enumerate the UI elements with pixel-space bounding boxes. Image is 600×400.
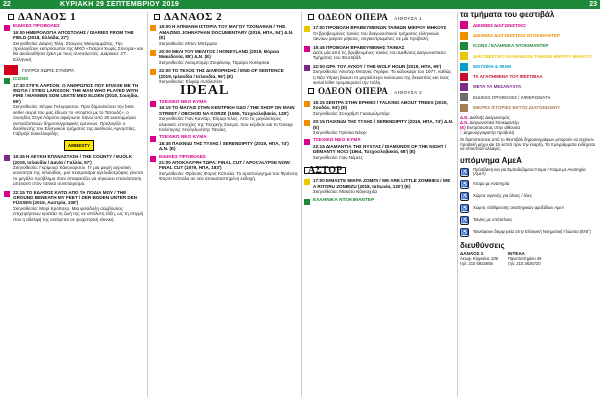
screening-description: Σκηνοθεσία: Δάφνη Τόλη, Σταυρος Μαυρομμάτης. Την προλογίζουν εκπρόσωποι της ΜΚΟ «Γιατροί Χωρίς Σύνορα» και θα ακολουθήσει Q&A με τους συντελεστές. Διάρκεια: 27'. Ελληνική xyxy=(13,40,143,62)
section-color-marker xyxy=(304,101,310,107)
accessibility-icon: ♿ xyxy=(461,229,469,236)
schedule-entry xyxy=(304,64,454,86)
schedule-entry xyxy=(304,25,454,41)
accessibility-label: Χώρος υγιεινής για όλους / όλες xyxy=(473,192,532,198)
screening-title: 17:00 ΠΡΟΒΟΛΗ ΒΡΑΒΕΥΜΕΝΩΝ ΤΑΙΝΙΩΝ ΜΙΚΡΟΥ ΜΗΚΟΥΣ xyxy=(313,25,447,31)
msf-logo xyxy=(4,65,144,75)
column-divider xyxy=(301,12,302,397)
note-text: Εκπρόσωπος στην αίθουσα xyxy=(465,124,521,130)
screening-description: Σκηνοθεσία: Μακότο Νάγκαχιζα xyxy=(313,189,377,195)
screening-title: 20:00 ΜΕΛΙ ΤΟΥ ΜΕΛΙΤΟΣ / HONEYLAND (2019, Βόρεια Μακεδονία, 85') Δ.Ν. (Ε) xyxy=(159,49,280,60)
legend-swatch xyxy=(460,42,468,50)
page-number-left: 22 xyxy=(3,1,11,8)
venue-heading: ΔΑΝΑΟΣ 1 xyxy=(8,14,144,20)
amnesty-logo: AMNESTY xyxy=(64,140,94,151)
legend-swatch xyxy=(460,52,468,60)
screening-title: 17:30 ΣΤΙΓΚ ΛΑΡΣΟΝ: Ο ΑΝΘΡΩΠΟΣ ΠΟΥ ΕΠΑΙΞΕ ΜΕ ΤΗ ΦΩΤΙΑ / STIEG LARSSON: THE MAN WHO PLAYED WITH FIRE / MANNEN SOM LEKTE MED ELDEN (2018, Σουηδία, 99') xyxy=(13,82,139,104)
legend-swatch xyxy=(460,83,468,91)
screening-description: Σκηνοθεσία: Γιαν Καντάρ, Έλμαρ Κλος. Απο τις μεγαλύτερες κλασικές επιτυχίες της Τσεχικής Σινεμά, που κέρδισε και το Όσκαρ Καλύτερης Ξενόγλωσσης Ταινίας. xyxy=(159,116,294,132)
screening-description: Σκηνοθεσία: Γκρίμουρ Χάκοναρσον. Γι' μια μικρή αγροτική κοινότητα της Ισλανδίας, μια πεισματάρα αγελαδοτρόφος γίνεται το μεγάλο πρόβλημα όταν αποφασίζει να σηκώσει επανάσταση απέναντι στον τοπικό συνεταιρισμό. xyxy=(13,164,143,187)
schedule-list xyxy=(150,100,298,182)
msf-logo-text: ΓΙΑΤΡΟΙ ΧΩΡΙΣ ΣΥΝΟΡΑ xyxy=(22,67,75,73)
legend-swatch xyxy=(460,73,468,81)
screening-description: Σκηνοθεσία: Σουχαΐμπ Γκασμελμπάρι xyxy=(313,110,390,116)
accessibility-title: υπόμνημα ΑμεΑ xyxy=(460,156,522,166)
legend-label: ΜΕΤΑ ΤΑ ΜΕΣΑΝΥΧΤΑ xyxy=(473,84,522,90)
screening-title: 22:00 ΤΟ ΤΕΛΟΣ ΤΗΣ ΔΙΑΦΟΡΗΣΗΣ / END OF SENTENCE (2019, Ιρλανδία / Ισλανδία, 96') (Ε) xyxy=(159,68,284,79)
accessibility-label: Ταινιόφουν διερμηνεία στην Ελληνική Νοηματική Γλώσσα (ΕΝΓ) xyxy=(473,228,591,234)
legend-item xyxy=(460,93,596,101)
column-legend xyxy=(460,12,596,267)
address-phone: τηλ: 210 6922655 xyxy=(460,260,493,266)
accessibility-item xyxy=(460,192,596,201)
schedule-list xyxy=(304,100,454,160)
schedule-entry xyxy=(150,100,298,132)
section-color-marker xyxy=(4,155,10,161)
astor-logo: ΑΣΤΟΡ xyxy=(304,167,346,174)
accessibility-item xyxy=(460,180,596,189)
section-color-marker xyxy=(304,179,310,185)
legend-item xyxy=(460,32,596,40)
ideal-logo: IDEAL xyxy=(180,83,230,99)
schedule-entry xyxy=(150,49,298,65)
screening-description: Σκηνοθεσία: Αλιστερ Μπανκς Γκρίφιν. Το καλοκαίρι του 1977, καθώς η Νέα Υόρκη βιώνει το μεγαλύτερο καύσωνα της δεκαετίας και ένας serial killer τρομοκρατεί την πόλη. xyxy=(313,69,452,86)
note-text: Δημιουργοφοιτητ προβολή xyxy=(462,129,515,135)
legend-label: ΜΟΥΣΙΚΗ & ΦΙΛΜ xyxy=(473,63,512,69)
address-block xyxy=(460,252,498,266)
schedule-entry xyxy=(150,68,298,84)
column-danaos-1 xyxy=(4,12,144,225)
note-symbol: (Ε) xyxy=(460,124,466,130)
screening-description: Σκηνοθεσία: Πρίσκα Νέκρι xyxy=(313,129,367,135)
screening-title: 22:00 ΩΡΑ ΤΟΥ ΛΥΚΟΥ / THE WOLF HOUR (2019, ΗΠΑ, 99') xyxy=(313,63,442,69)
schedule-list xyxy=(304,25,454,85)
schedule-entry xyxy=(304,178,454,194)
screening-title: 22:15 ΤΟ ΕΔΑΦΟΣ ΚΑΤΩ ΑΠΟ ΤΑ ΠΟΔΙΑ ΜΟΥ / THE GROUND BENEATH MY FEET / DER BODEN UNTER DEN FÜSSEN (2019, Αυστρία, 108') xyxy=(13,189,138,206)
legend-swatch xyxy=(460,104,468,112)
screening-title: 20:15 ΠΑΙΧΝΙΔΙ ΤΗΣ ΤΥΧΗΣ / SERENDIPITY (2019, ΗΠΑ, 74') Δ.Ν. (Ε) xyxy=(313,119,454,130)
legend-label: ΔΙΑΓΩΝΙΣΤΙΚΟ ΕΛΛΗΝΙΚΩΝ ΤΑΙΝΙΩΝ ΜΙΚΡΟΥ ΜΗΚΟΥΣ xyxy=(473,53,592,59)
screening-title: 21:00 ΑΠΟΚΑΛΥΨΗ ΤΩΡΑ: FINAL CUT / APOCALYPSE NOW: FINAL CUT (1979, ΗΠΑ, 183') xyxy=(159,159,291,171)
column-divider xyxy=(147,12,148,397)
column-odeon-opera xyxy=(304,12,454,206)
note-item xyxy=(460,130,596,135)
schedule-entry xyxy=(304,119,454,135)
note-text: Διαγωνιστικό Ντοκιμαντέρ xyxy=(468,119,519,125)
column-divider xyxy=(457,12,458,397)
note-symbol: □ xyxy=(460,129,463,135)
section-color-marker xyxy=(304,199,310,205)
square-icon xyxy=(308,14,314,20)
legend-label: ΔΙΕΘΝΕΣ ΔΙΑΓΩΝΙΣΤΙΚΟ ΝΤΟΚΙΜΑΝΤΕΡ xyxy=(473,33,560,38)
screening-description: Σκηνοθεσία: Χένρικ Γκέοργκσον. Πριν δημοσιεύσει την best seller σειρά του μας έδωσε το «Κορίτσι με το Τατουάζ», ο σουηδός Στιγκ Λάρσον αφιέρωσε πάνω από 30 εκατομμύρια αντιναζιστικών δημοσιογραφικές ερευνών. Προλογίζει ο διευθυντής του Ελληνικού τμήματος της Διεθνούς Αμνηστίας, Γαβριήλ Σακελλαρίδης xyxy=(13,104,136,137)
section-color-marker xyxy=(150,69,156,75)
accessibility-label: Χώρος στάθμευσης αναπηρικών αμαξιδίων ΑμεΑ xyxy=(473,204,565,210)
legend-label: ΔΙΕΘΝΕΣ ΔΙΑΓΩΝΙΣΤΙΚΟ xyxy=(473,22,526,28)
address-block xyxy=(508,252,542,266)
legend-item xyxy=(460,42,596,50)
accessibility-label: Άτομα με Αναπηρία xyxy=(473,180,510,186)
accessibility-icon: ♿ xyxy=(461,205,469,212)
section-color-marker xyxy=(304,120,310,126)
legend-item xyxy=(460,73,596,81)
section-color-marker xyxy=(150,156,156,162)
square-icon xyxy=(8,14,14,20)
venue-heading: ΟΔΕΟΝ ΟΠΕΡΑ ΑΙΘΟΥΣΑ 2 xyxy=(308,88,454,95)
square-icon xyxy=(308,88,314,94)
accessibility-list xyxy=(460,168,596,237)
screening-description: Σκηνοθεσία: Μπεν Μπέρμαν xyxy=(159,40,218,46)
schedule-entry xyxy=(150,135,298,151)
schedule-list xyxy=(150,24,298,84)
address-phone: τηλ: 210 3626720 xyxy=(507,260,541,266)
section-label: ΤΣΕΧΙΚΟ ΝΕΟ ΚΥΜΑ xyxy=(159,135,207,141)
legend-label: ΜΙΚΡΕΣ ΙΣΤΟΡΙΕΣ ΕΚΤΟΣ ΔΙΑΓΩΝΙΣΜΟΥ xyxy=(473,105,561,111)
screening-title: 19:45 ΠΡΟΒΟΛΗ ΒΡΑΒΕΥΜΕΝΗΣ ΤΑΙΝΙΑΣ xyxy=(313,44,405,50)
screening-title: 18:00 Η ΑΠΙΘΑΝΗ ΙΣΤΟΡΙΑ ΤΟΥ ΜΑΓΟΥ ΤΖΟΝΑΘΑΝ / THE AMAZING JOHNATHAN DOCUMENTARY (2019, ΗΠΑ, 94') Δ.Ν. (Ε) xyxy=(159,24,294,41)
section-color-marker xyxy=(150,25,156,31)
screening-title: 18:15 ΣΕΝΤΡΑ ΣΤΗΝ ΕΡΗΜΟ / TALKING ABOUT TREES (2019, Σουδάν, 94') (Ε) xyxy=(313,99,448,111)
screening-description: Σκηνοθεσία: Λιουμπομίρ Στεφάνοφ, Ταμάρα Κοτέφσκα xyxy=(159,59,270,65)
legend-title: τα τμήματα του φεστιβάλ xyxy=(460,10,555,19)
column-danaos-2 xyxy=(150,12,298,185)
notes-list xyxy=(460,115,596,135)
screening-title: 22:15 ΔΙΑΜΑΝΤΙΑ ΤΗΣ ΝΥΧΤΑΣ / DIAMONDS OF THE NIGHT / DÉMANTY NOCI (1964, Τσεχοσλοβακία, 68') (Ε) xyxy=(313,143,447,155)
legend-item xyxy=(460,21,596,29)
accessibility-icon: ♿ xyxy=(461,181,469,188)
section-label: ΕΛΛΗΝΙΚΑ ΝΤΟΚΙΜΑΝΤΕΡ xyxy=(313,197,375,203)
schedule-list xyxy=(4,24,144,222)
screening-title: 16:00 ΗΜΕΡΟΛΟΓΙΑ ΑΠΟΣΤΟΛΗΣ / DIARIES FROM THE FIELD (2018, Ελλάδα, 27') xyxy=(13,29,134,41)
schedule-entry xyxy=(304,45,454,61)
legend-label: ΕΙΔΙΚΕΣ ΠΡΟΒΟΛΕΣ / ΑΦΙΕΡΩΜΑΤΑ xyxy=(473,94,551,100)
schedule-entry xyxy=(4,24,144,62)
screening-description: Σκηνοθεσία: Φράνσις Φορντ Κόπολα. Το αριστούργημα του Φράνσις Φορντ Κόπολα σε νέα αποκαταστημένη εκδοχή. xyxy=(159,170,298,182)
venue-heading: ΟΔΕΟΝ ΟΠΕΡΑ ΑΙΘΟΥΣΑ 1 xyxy=(308,14,454,21)
note-symbol: Δ.Ν. xyxy=(460,119,469,125)
legend-swatch xyxy=(460,21,468,29)
legend-list xyxy=(460,21,596,111)
note-symbol: Δ.Ν. xyxy=(460,114,469,120)
notice-text: Οι διαπιστεύσεις από το Φεστιβάλ δημοσιογράφων μπορούν να ισχύουν προβολή μέχρι και 15 λεπτά πριν την έναρξη. Τα προγράμματα ενδέχεται να υποστούν αλλαγές. xyxy=(460,136,595,152)
section-label: ΕΙΔΙΚΕΣ ΠΡΟΒΟΛΕΣ xyxy=(159,154,206,160)
section-label: ΤΣΕΧΙΚΟ ΝΕΟ ΚΥΜΑ xyxy=(313,138,361,144)
accessibility-icon: ♿ xyxy=(461,217,469,224)
section-color-marker xyxy=(304,65,310,71)
msf-icon xyxy=(4,65,18,75)
schedule-list xyxy=(304,178,454,203)
schedule-entry xyxy=(4,190,144,222)
screening-description: Σκηνοθεσία: Γιαν Νέμετς xyxy=(313,154,363,160)
legend-item xyxy=(460,63,596,71)
address-name: ΙΝΤΕΑΛ xyxy=(507,251,525,257)
accessibility-item xyxy=(460,204,596,213)
legend-swatch xyxy=(460,63,468,71)
accessibility-icon: ♿ xyxy=(461,169,469,176)
screening-title: 16:15 ΤΟ ΜΑΓΑΖΙ ΣΤΗΝ ΚΕΝΤΡΙΚΗ ΟΔΟ / THE SHOP ON MAIN STREET / OBCHOD NA KORZE (1965, Τσεχοσλοβακία, 128') xyxy=(159,105,295,116)
screening-title: 17:00 ΕΙΜΑΣΤΕ ΜΙΚΡΑ ΖΟΜΠΙ / WE ARE LITTLE ZOMBIES / WE A RITORU ZONBIZU (2018, Ιαπωνία, 120') (E) xyxy=(313,178,451,189)
schedule-entry xyxy=(150,155,298,182)
address-name: ΔΑΝΑΟΣ 1 xyxy=(460,251,484,257)
accessibility-item xyxy=(460,216,596,225)
note-text: Διεθνής Διαγωνισμός xyxy=(468,114,510,120)
schedule-entry xyxy=(304,198,454,203)
section-label: ICONS xyxy=(13,77,29,83)
legend-item xyxy=(460,83,596,91)
section-color-marker xyxy=(4,78,10,84)
accessibility-label: Ταινίες με υπότιτλους xyxy=(473,216,513,222)
section-label: ΕΙΔΙΚΕΣ ΠΡΟΒΟΛΕΣ xyxy=(13,24,60,30)
addresses-title: διευθύνσεις xyxy=(460,240,505,250)
screening-title: 19:45 Η ΛΕΥΚΗ ΕΠΑΝΑΣΤΑΣΗ / THE COUNTY / MJÓLK (2019, Ισλανδία / Δανία / Γαλλία, 97') xyxy=(13,154,133,165)
legend-swatch xyxy=(460,93,468,101)
section-color-marker xyxy=(150,136,156,142)
address-line: Λεωφ. Κηφισίας 109 xyxy=(460,255,498,261)
address-line: Πανεπιστημίου 46 xyxy=(507,255,542,261)
legend-label: ICONS / ΕΛΛΗΝΙΚΑ ΝΤΟΚΙΜΑΝΤΕΡ xyxy=(473,43,549,49)
top-bar xyxy=(0,0,600,9)
addresses-list xyxy=(460,252,596,266)
section-color-marker xyxy=(4,191,10,197)
schedule-entry xyxy=(4,77,144,136)
venue-heading: ΔΑΝΑΟΣ 2 xyxy=(154,14,298,20)
date-heading: ΚΥΡΙΑΚΗ 29 ΣΕΠΤΕΜΒΡΙΟΥ 2019 xyxy=(60,1,180,8)
section-color-marker xyxy=(150,50,156,56)
legend-item xyxy=(460,104,596,112)
screening-description: Οι βραβευμένες ταινίες του διαγωνιστικού τμήματος ελληνικών ταινιών μικρού μήκους, συγκεντρωμένες σε μία προβολή. xyxy=(313,30,440,42)
schedule-entry xyxy=(150,24,298,46)
legend-label: ΤΑ ΑΓΑΠΗΜΕΝΑ ΤΟΥ ΦΕΣΤΙΒΑΛ xyxy=(473,74,543,80)
accessibility-item xyxy=(460,228,596,237)
screening-description: Σκηνοθεσία: Έλφαρ Αντάλστεϊν xyxy=(159,79,223,85)
section-color-marker xyxy=(4,25,10,31)
accessibility-label: Πρόσβαση και για Εμποδιζόμενα Άτομα / Άτομα με Αναπηρία (ΑμεΑ) xyxy=(473,166,586,177)
section-color-marker xyxy=(304,139,310,145)
accessibility-item xyxy=(460,168,596,177)
accessibility-icon: ♿ xyxy=(461,193,469,200)
section-color-marker xyxy=(304,26,310,32)
square-icon xyxy=(154,14,160,20)
legend-item xyxy=(460,52,596,60)
screening-description: Δείτε μία από τις βραβευμένες ταινίες του Διεθνούς Διαγωνιστικού Τμήματος του Φεστιβάλ xyxy=(313,50,446,61)
legend-swatch xyxy=(460,32,468,40)
schedule-entry xyxy=(304,138,454,160)
screening-description: Σκηνοθεσία: Μαρί Κροϊτσερ. Μια φιλόδοξη σύμβουλος επιχειρήσεων κρατάει τη ζωή της σε απόλυτη τάξη, ως τη στιγμή που η αδελφή της εισάγεται σε ψυχιατρική κλινική. xyxy=(13,205,144,222)
schedule-entry xyxy=(304,100,454,116)
screening-title: 18:45 ΠΑΙΧΝΙΔΙ ΤΗΣ ΤΥΧΗΣ / SERENDIPITY (2019, ΗΠΑ, 74') Δ.Ν. (Ε) xyxy=(159,140,289,152)
schedule-entry xyxy=(4,154,144,186)
page-number-right: 23 xyxy=(589,1,597,8)
section-label: ΤΣΕΧΙΚΟ ΝΕΟ ΚΥΜΑ xyxy=(159,99,207,105)
section-color-marker xyxy=(150,101,156,107)
section-color-marker xyxy=(304,46,310,52)
